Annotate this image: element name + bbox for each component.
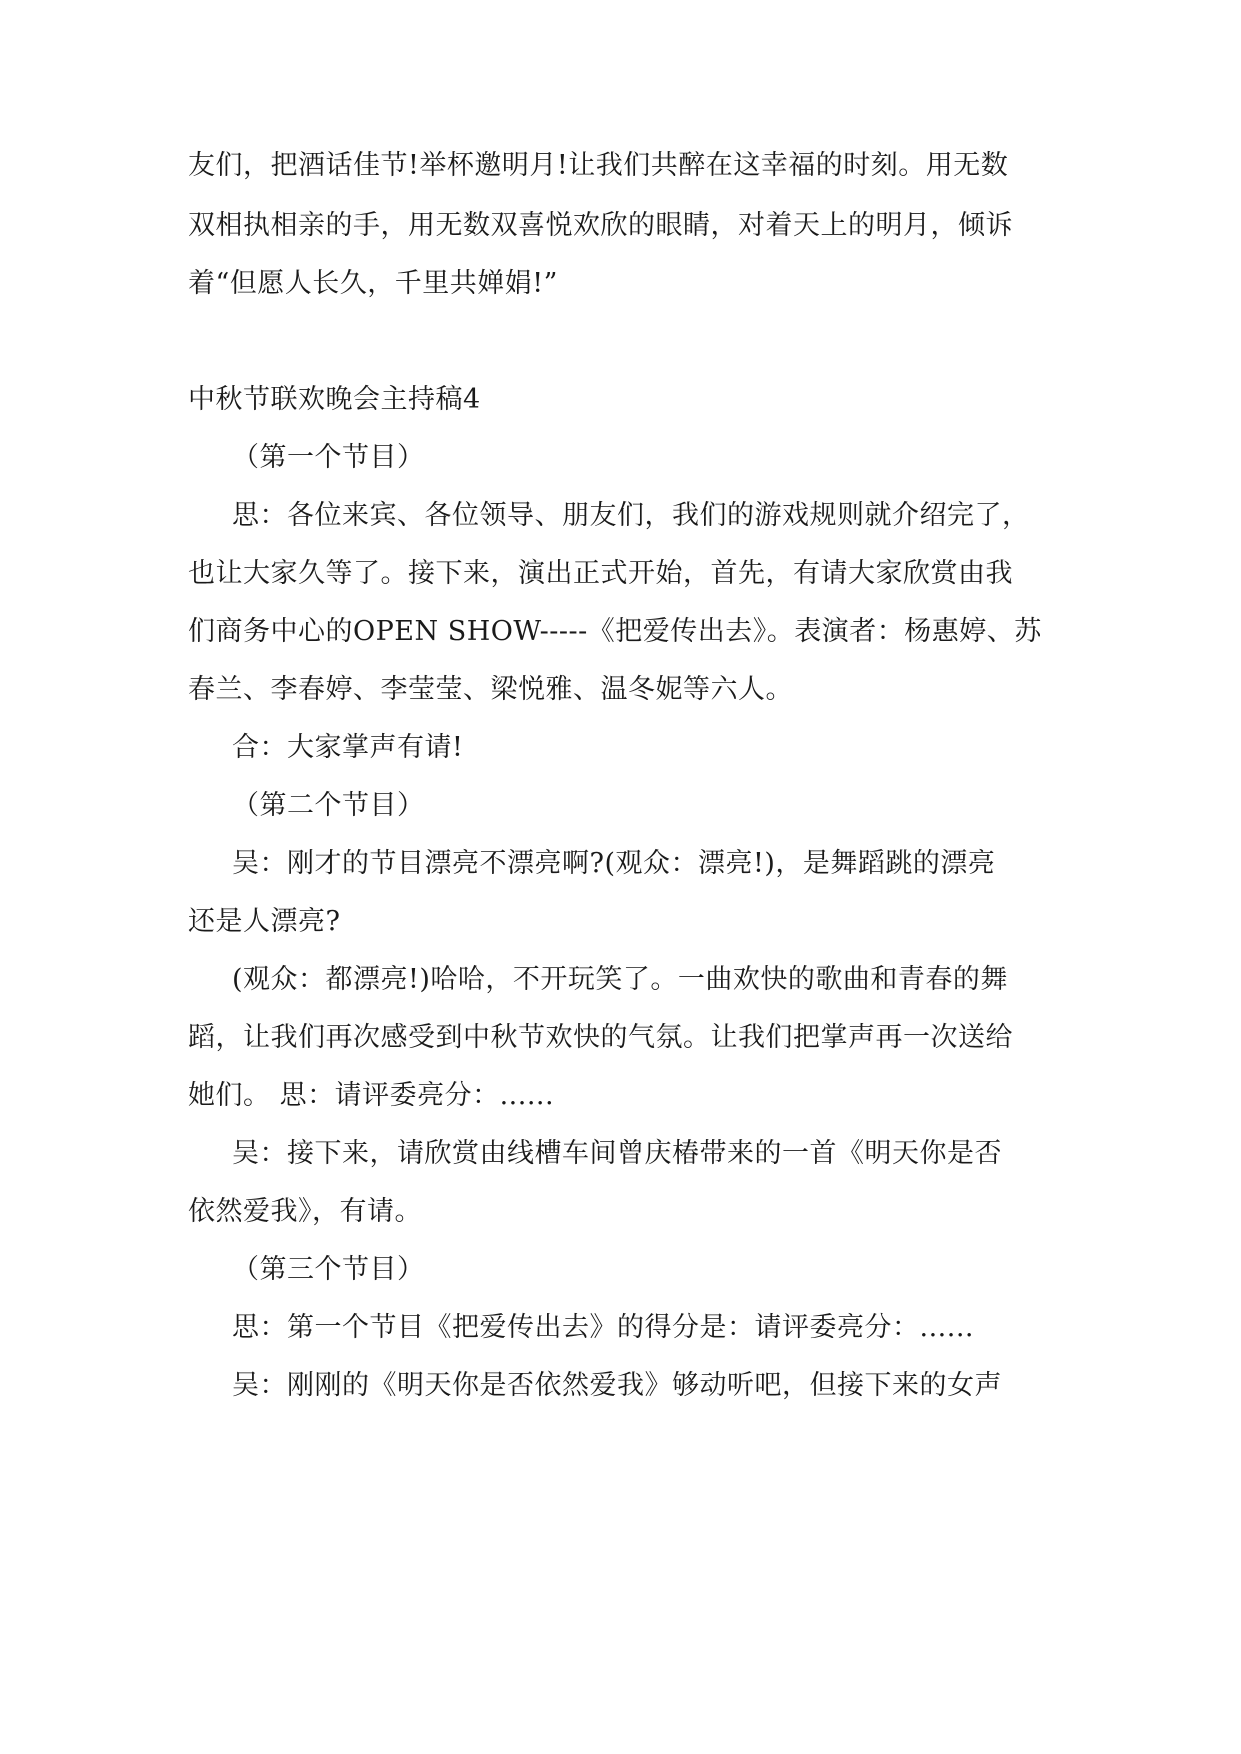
body-line: 吴：刚刚的《明天你是否依然爱我》够动听吧，但接下来的女声 [232, 1370, 1002, 1401]
body-line: 依然爱我》，有请。 [188, 1196, 422, 1227]
body-line: 合：大家掌声有请! [232, 732, 464, 763]
body-line: 吴：接下来，请欣赏由线槽车间曾庆椿带来的一首《明天你是否 [232, 1138, 1002, 1169]
body-line: (观众：都漂亮!)哈哈，不开玩笑了。一曲欢快的歌曲和青春的舞 [232, 964, 1008, 995]
body-line: 蹈，让我们再次感受到中秋节欢快的气氛。让我们把掌声再一次送给 [188, 1022, 1013, 1053]
program-heading: （第三个节目） [232, 1254, 425, 1285]
section-title: 中秋节联欢晚会主持稿4 [188, 384, 481, 415]
intro-line: 着“但愿人长久，千里共婵娟!” [188, 268, 558, 299]
body-line: 们商务中心的OPEN SHOW-----《把爱传出去》。表演者：杨惠婷、苏 [188, 616, 1042, 647]
body-line: 春兰、李春婷、李莹莹、梁悦雅、温冬妮等六人。 [188, 674, 793, 705]
intro-line: 双相执相亲的手，用无数双喜悦欢欣的眼睛，对着天上的明月，倾诉 [188, 210, 1013, 241]
program-heading: （第二个节目） [232, 790, 425, 821]
body-line: 思：各位来宾、各位领导、朋友们，我们的游戏规则就介绍完了， [232, 500, 1030, 531]
body-line: 吴：刚才的节目漂亮不漂亮啊?(观众：漂亮!)，是舞蹈跳的漂亮 [232, 848, 996, 879]
body-line: 还是人漂亮? [188, 906, 341, 937]
body-line: 思：第一个节目《把爱传出去》的得分是：请评委亮分：...... [232, 1312, 974, 1343]
body-line: 也让大家久等了。接下来，演出正式开始，首先，有请大家欣赏由我 [188, 558, 1013, 589]
program-heading: （第一个节目） [232, 442, 425, 473]
intro-line: 友们，把酒话佳节!举杯邀明月!让我们共醉在这幸福的时刻。用无数 [188, 150, 1009, 181]
body-line: 她们。 思：请评委亮分：...... [188, 1080, 555, 1111]
